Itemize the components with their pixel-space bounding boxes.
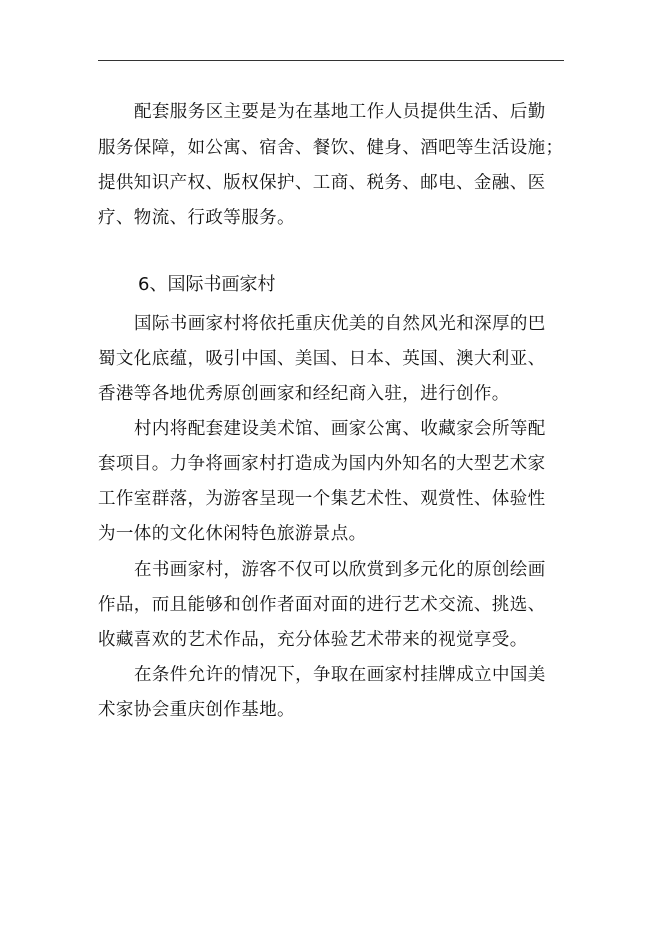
paragraph-line: 提供知识产权、版权保护、工商、税务、邮电、金融、医: [98, 173, 546, 193]
paragraph-line: 疗、物流、行政等服务。: [98, 208, 295, 228]
paragraph-line: 国际书画家村将依托重庆优美的自然风光和深厚的巴: [134, 314, 546, 334]
paragraph-line: 配套服务区主要是为在基地工作人员提供生活、后勤: [134, 102, 546, 122]
paragraph-line: 工作室群落，为游客呈现一个集艺术性、观赏性、体验性: [98, 489, 546, 509]
paragraph-line: 村内将配套建设美术馆、画家公寓、收藏家会所等配: [134, 419, 546, 439]
paragraph-line: 服务保障，如公寓、宿舍、餐饮、健身、酒吧等生活设施；: [98, 138, 564, 158]
paragraph-line: 术家协会重庆创作基地。: [98, 700, 295, 720]
paragraph-line: 套项目。力争将画家村打造成为国内外知名的大型艺术家: [98, 454, 546, 474]
paragraph-line: 蜀文化底蕴，吸引中国、美国、日本、英国、澳大利亚、: [98, 349, 546, 369]
paragraph-line: 香港等各地优秀原创画家和经纪商入驻，进行创作。: [98, 384, 510, 404]
section-heading: 6、国际书画家村: [138, 274, 276, 295]
paragraph-line: 为一体的文化休闲特色旅游景点。: [98, 524, 367, 544]
header-rule: [98, 60, 564, 61]
paragraph-line: 在书画家村，游客不仅可以欣赏到多元化的原创绘画: [134, 560, 546, 580]
paragraph-line: 作品，而且能够和创作者面对面的进行艺术交流、挑选、: [98, 595, 546, 615]
paragraph-line: 在条件允许的情况下，争取在画家村挂牌成立中国美: [134, 665, 546, 685]
paragraph-line: 收藏喜欢的艺术作品，充分体验艺术带来的视觉享受。: [98, 630, 528, 650]
